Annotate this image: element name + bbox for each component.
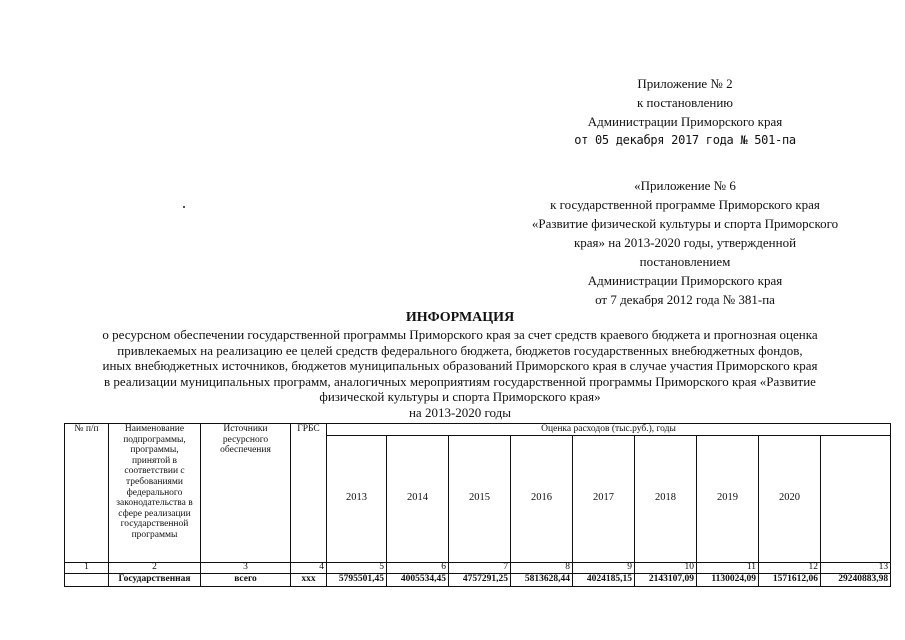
column-number: 2 [109, 562, 201, 573]
appendix-6-header [500, 176, 870, 309]
row-value-2015: 4757291,25 [449, 573, 511, 586]
column-number: 12 [759, 562, 821, 573]
column-number: 10 [635, 562, 697, 573]
column-number: 6 [387, 562, 449, 573]
appendix-2-header [560, 74, 810, 150]
column-number-row [65, 562, 891, 573]
row-value-total: 29240883,98 [821, 573, 891, 586]
row-value-2018: 2143107,09 [635, 573, 697, 586]
header-year-total [821, 435, 891, 562]
header-year: 2019 [697, 435, 759, 562]
appendix-6-line-3: «Развитие физической культуры и спорта Приморского [531, 216, 839, 231]
appendix-6-line-6: Администрации Приморского края [587, 273, 783, 288]
appendix-6-line-5: постановлением [639, 254, 731, 269]
column-number: 9 [573, 562, 635, 573]
column-number: 3 [201, 562, 291, 573]
row-value-2014: 4005534,45 [387, 573, 449, 586]
title-line-1: о ресурсном обеспечении государственной программы Приморского края за счет средств краевого бюджета и прогнозная оценка [102, 327, 818, 342]
appendix-6-line-4: края» на 2013-2020 годы, утвержденной [573, 235, 797, 250]
header-year: 2017 [573, 435, 635, 562]
header-year: 2013 [327, 435, 387, 562]
document-heading: ИНФОРМАЦИЯ [405, 310, 515, 325]
header-year: 2016 [511, 435, 573, 562]
row-grbs: ххх [291, 573, 327, 586]
column-number: 13 [821, 562, 891, 573]
appendix-2-to-resolution: к постановлению [636, 95, 734, 110]
appendix-6-line-7: от 7 декабря 2012 года № 381-па [595, 292, 775, 307]
table-row [65, 573, 891, 586]
header-source: Источники ресурсного обеспечения [201, 424, 291, 563]
row-value-2017: 4024185,15 [573, 573, 635, 586]
header-year: 2018 [635, 435, 697, 562]
header-year: 2014 [387, 435, 449, 562]
header-grbs: ГРБС [291, 424, 327, 563]
scan-speck [183, 206, 185, 208]
column-number: 4 [291, 562, 327, 573]
header-year: 2020 [759, 435, 821, 562]
column-number: 8 [511, 562, 573, 573]
row-program-name: Государственная [109, 573, 201, 586]
header-name: Наименование подпрограммы, программы, принятой в соответствии с требованиями федерального законодательства в сфере реализации государственной программы [109, 424, 201, 563]
appendix-6-number: «Приложение № 6 [634, 178, 736, 193]
header-number: № п/п [65, 424, 109, 563]
title-line-5: физической культуры и спорта Приморского края» [319, 389, 601, 405]
header-estimate: Оценка расходов (тыс.руб.), годы [327, 424, 891, 436]
title-line-2: привлекаемых на реализацию ее целей средств федерального бюджета, бюджетов государственных внебюджетных фондов, [117, 342, 803, 358]
appendix-6-line-2: к государственной программе Приморского края [550, 197, 820, 212]
column-number: 5 [327, 562, 387, 573]
row-value-2019: 1130024,09 [697, 573, 759, 586]
header-year: 2015 [449, 435, 511, 562]
document-title-block [50, 309, 870, 421]
column-number: 7 [449, 562, 511, 573]
title-line-3: иных внебюджетных источников, бюджетов муниципальных образований Приморского края в случае участия Приморского края [102, 358, 818, 374]
column-number: 1 [65, 562, 109, 573]
row-value-2020: 1571612,06 [759, 573, 821, 586]
appendix-2-date-stamp: от 05 декабря 2017 года № 501-па [574, 133, 796, 147]
appendix-2-number: Приложение № 2 [637, 76, 733, 91]
column-number: 11 [697, 562, 759, 573]
row-number [65, 573, 109, 586]
row-value-2016: 5813628,44 [511, 573, 573, 586]
title-line-6: на 2013-2020 годы [408, 404, 512, 420]
row-source: всего [201, 573, 291, 586]
title-line-4: в реализации муниципальных программ, аналогичных мероприятиям государственной программы Приморского края «Развитие [104, 373, 816, 389]
appendix-2-authority: Администрации Приморского края [587, 114, 783, 129]
resource-table [64, 423, 891, 587]
row-value-2013: 5795501,45 [327, 573, 387, 586]
